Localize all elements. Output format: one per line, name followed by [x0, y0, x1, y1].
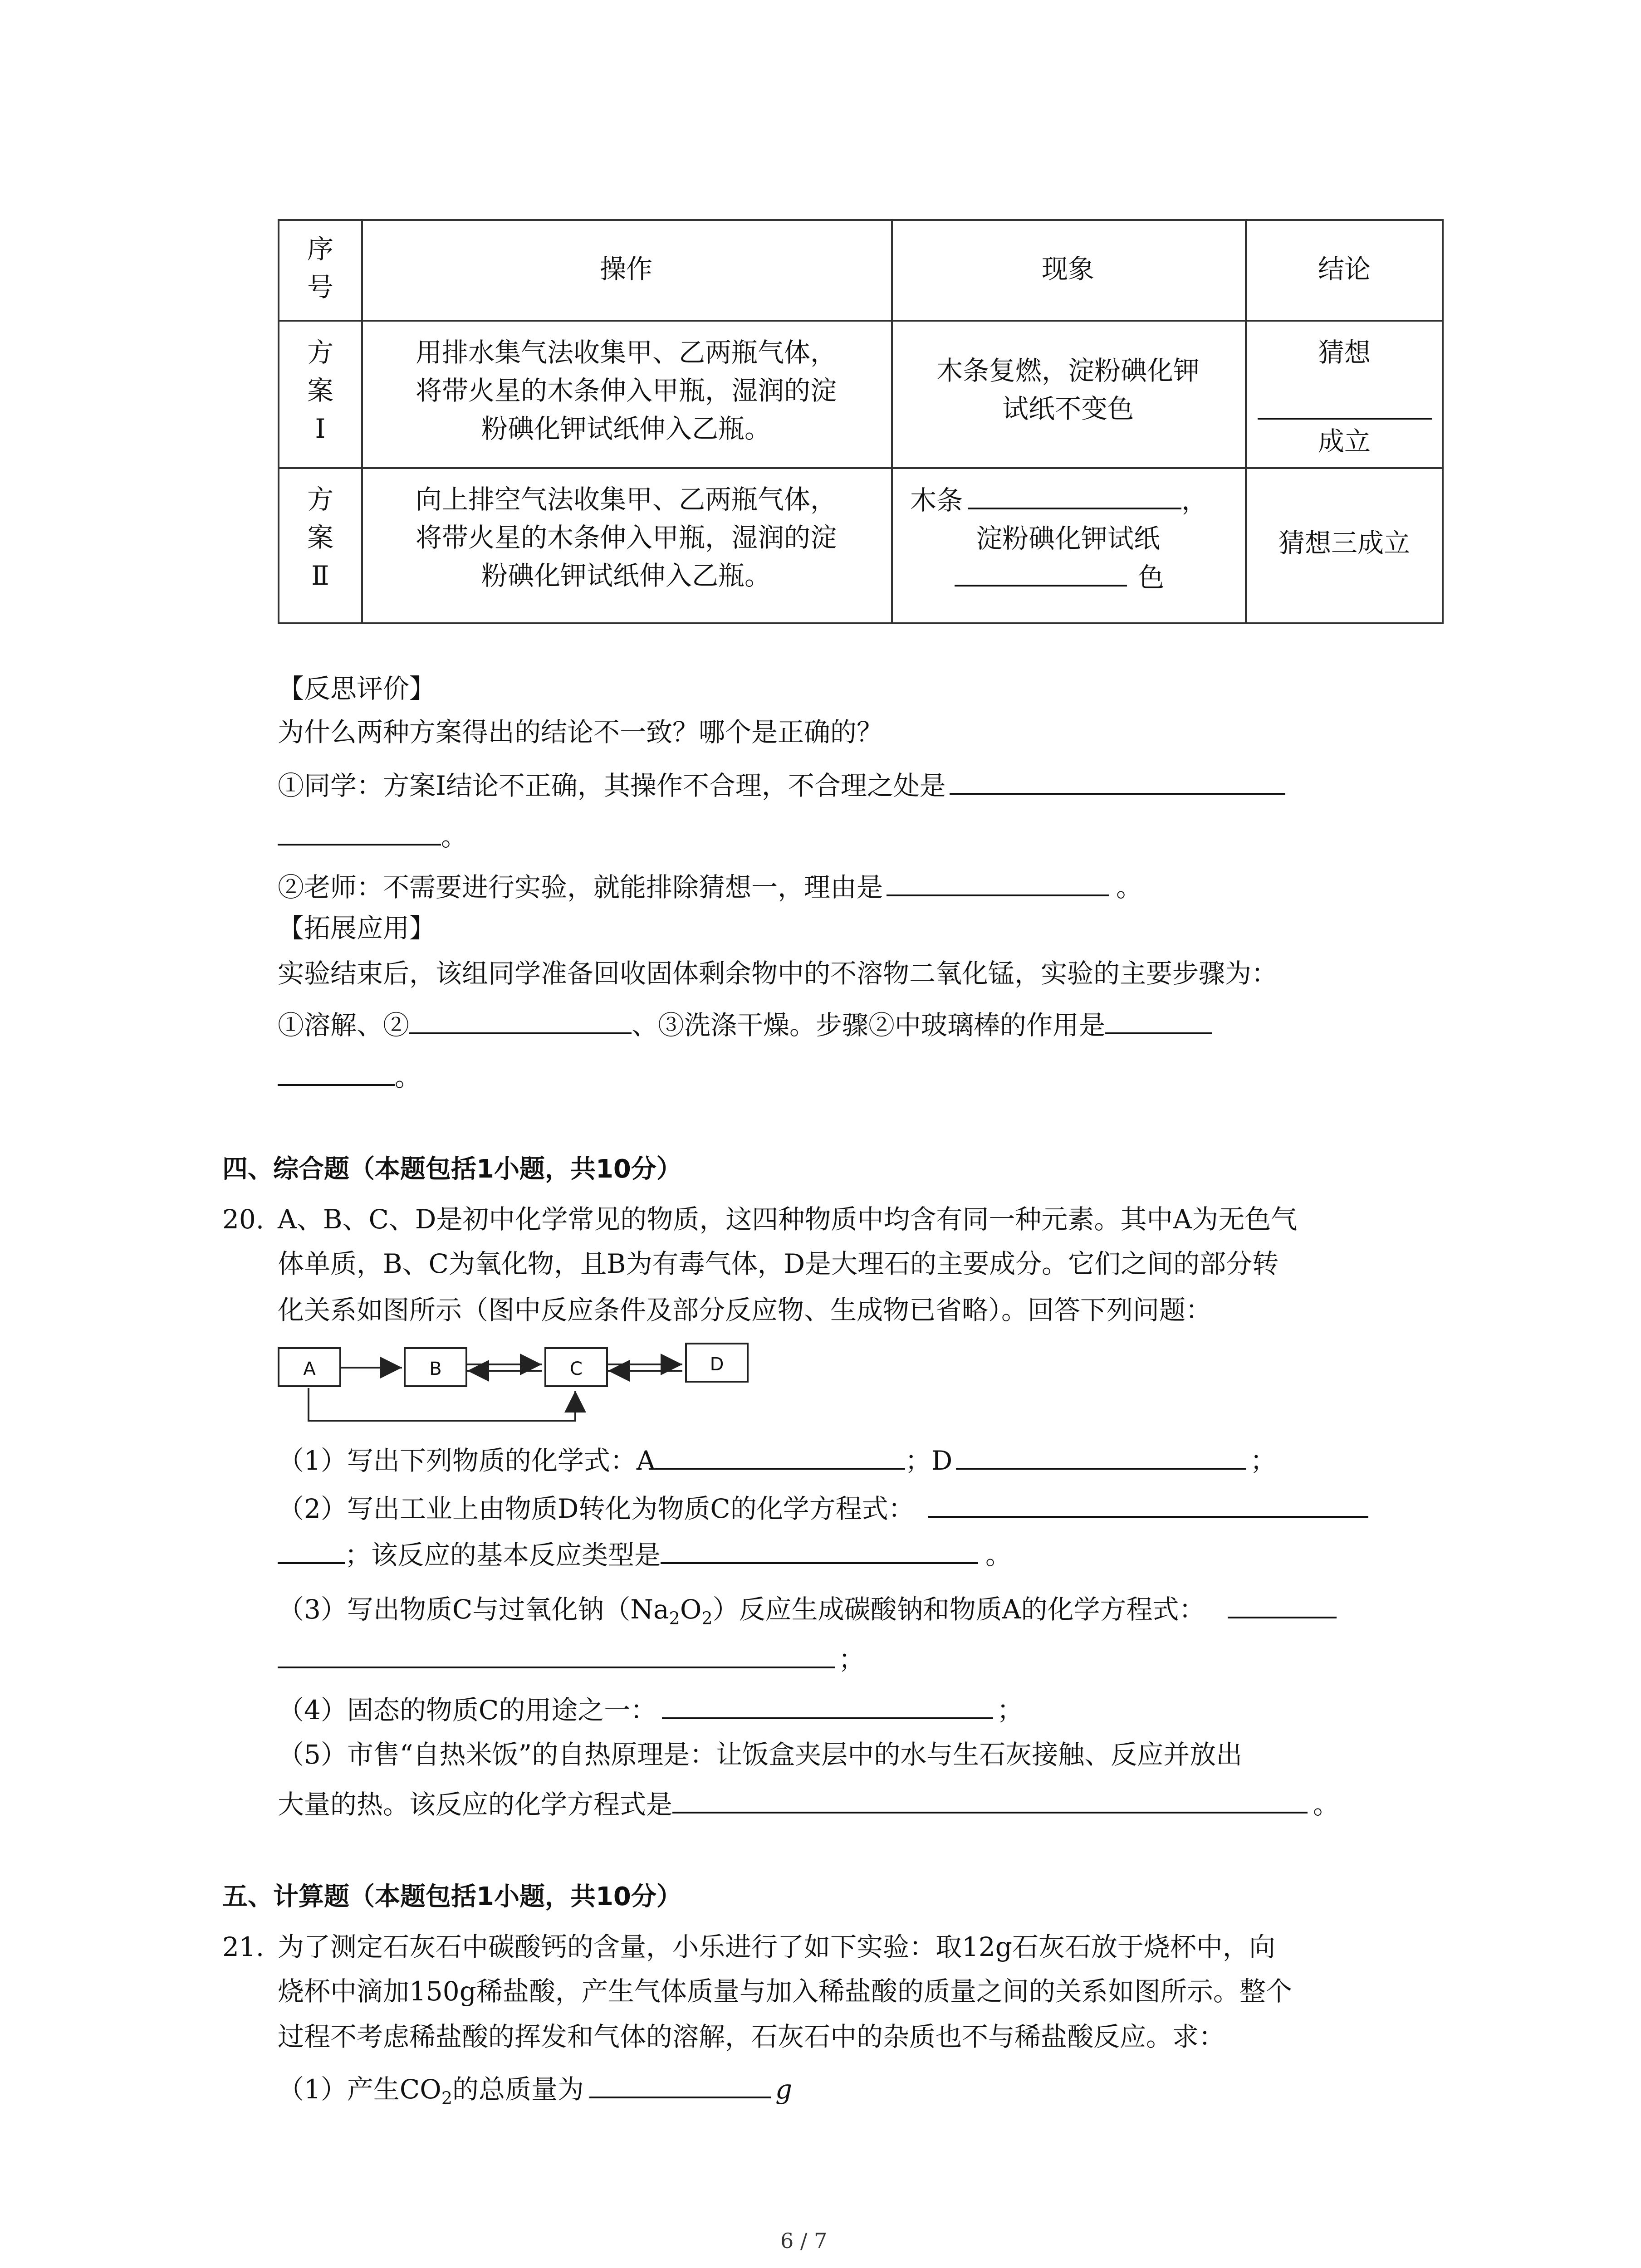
row2-phenomenon-blank1[interactable]	[968, 480, 1181, 509]
reflection-question: 为什么两种方案得出的结论不一致？哪个是正确的？	[278, 717, 883, 748]
page-number: 6 / 7	[780, 2229, 828, 2253]
q20-blank-equation-c-na2o2[interactable]	[1228, 1589, 1337, 1618]
extension-line3: 。	[278, 1057, 421, 1095]
section4-heading: 四、综合题（本题包括1小题，共10分）	[222, 1154, 682, 1184]
q21-blank-co2-mass[interactable]	[589, 2069, 771, 2098]
q20-blank-a[interactable]	[656, 1441, 905, 1470]
arrow-a-c	[309, 1388, 575, 1421]
reflection-blank1-cont[interactable]	[278, 816, 441, 846]
row1-phenomenon: 木条复燃，淀粉碘化钾 试纸不变色	[936, 355, 1200, 424]
header-seq: 序 号	[307, 234, 333, 303]
row1-conclusion-bottom: 成立	[1318, 426, 1371, 457]
q21-line1: 为了测定石灰石中碳酸钙的含量，小乐进行了如下实验：取12g石灰石放于烧杯中，向	[278, 1931, 1275, 1962]
q20-sub5-line2: 大量的热。该反应的化学方程式是 。	[278, 1784, 1339, 1823]
reflection-heading: 【反思评价】	[278, 673, 436, 704]
header-phenomenon: 现象	[1041, 254, 1094, 284]
q20-sub5-line1: （5）市售“自热米饭”的自热原理是：让饭盒夹层中的水与生石灰接触、反应并放出	[278, 1739, 1243, 1770]
row1-conclusion-blank	[1258, 418, 1432, 420]
q20-blank-lime-equation[interactable]	[672, 1784, 1308, 1813]
q20-blank-equation-d-c-cont[interactable]	[278, 1535, 345, 1564]
q20-sub1: （1）写出下列物质的化学式：A ；D ；	[278, 1441, 1276, 1479]
q21-line3: 过程不考虑稀盐酸的挥发和气体的溶解，石灰石中的杂质也不与稀盐酸反应。求：	[278, 2021, 1225, 2052]
reflection-item1-cont: 。	[278, 816, 467, 855]
q20-line1: A、B、C、D是初中化学常见的物质，这四种物质中均含有同一种元素。其中A为无色气	[278, 1204, 1298, 1235]
extension-blank2[interactable]	[1105, 1005, 1212, 1034]
reflection-blank1[interactable]	[950, 766, 1285, 795]
extension-blank2-cont[interactable]	[278, 1057, 395, 1086]
q20-sub4: （4）固态的物质C的用途之一： ；	[278, 1690, 1023, 1728]
q20-blank-d[interactable]	[956, 1441, 1246, 1470]
q20-sub3: （3）写出物质C与过氧化钠$(Na_2O_2)$反应生成碳酸钠和物质A的化学方程式：	[278, 1589, 1337, 1637]
row2-conclusion: 猜想三成立	[1278, 528, 1410, 558]
extension-line1: 实验结束后，该组同学准备回收固体剩余物中的不溶物二氧化锰，实验的主要步骤为：	[278, 958, 1278, 989]
node-b: B	[404, 1347, 467, 1387]
node-a: A	[278, 1347, 341, 1387]
extension-blank1[interactable]	[409, 1005, 632, 1034]
node-d: D	[685, 1343, 749, 1383]
q20-sub3-cont: ；	[278, 1639, 865, 1677]
header-operation: 操作	[599, 254, 652, 284]
row2-operation: 向上排空气法收集甲、乙两瓶气体， 将带火星的木条伸入甲瓶，湿润的淀 粉碘化钾试纸伸入乙瓶。	[415, 484, 837, 591]
node-c: C	[544, 1347, 608, 1387]
row1-seq: 方 案 Ⅰ	[307, 337, 333, 444]
q20-sub2: （2）写出工业上由物质D转化为物质C的化学方程式：	[278, 1489, 1368, 1527]
row1-conclusion-top: 猜想	[1318, 337, 1371, 368]
q20-line2: 体单质，B、C为氧化物，且B为有毒气体，D是大理石的主要成分。它们之间的部分转	[278, 1248, 1279, 1279]
reflection-blank2[interactable]	[887, 867, 1109, 896]
q21-line2: 烧杯中滴加150g稀盐酸，产生气体质量与加入稀盐酸的质量之间的关系如图所示。整个	[278, 1976, 1292, 2007]
reflection-item2: ②老师：不需要进行实验，就能排除猜想一，理由是 。	[278, 867, 1142, 905]
q20-blank-equation-c-na2o2-cont[interactable]	[278, 1639, 835, 1668]
q20-blank-equation-d-c[interactable]	[928, 1489, 1368, 1518]
q20-number: 20.	[222, 1204, 265, 1235]
row2-phenomenon: 木条 ， 淀粉碘化钾试纸 色	[891, 480, 1245, 596]
section5-heading: 五、计算题（本题包括1小题，共10分）	[222, 1882, 682, 1911]
q21-sub1: （1）产生$CO_2$的总质量为 g	[278, 2069, 792, 2116]
extension-heading: 【拓展应用】	[278, 913, 436, 943]
reflection-item1: ①同学：方案Ⅰ结论不正确，其操作不合理，不合理之处是	[278, 766, 1285, 804]
q20-blank-use[interactable]	[662, 1690, 993, 1719]
row2-seq: 方 案 Ⅱ	[307, 484, 333, 591]
row2-phenomenon-blank2[interactable]	[955, 557, 1127, 587]
q21-number: 21.	[222, 1931, 265, 1962]
q20-line3: 化关系如图所示（图中反应条件及部分反应物、生成物已省略）。回答下列问题：	[278, 1295, 1212, 1325]
header-conclusion: 结论	[1318, 254, 1371, 284]
row1-operation: 用排水集气法收集甲、乙两瓶气体， 将带火星的木条伸入甲瓶，湿润的淀 粉碘化钾试纸伸入乙瓶。	[415, 337, 837, 444]
q20-sub2-cont: ；该反应的基本反应类型是 。	[278, 1535, 1012, 1573]
q20-blank-reaction-type[interactable]	[661, 1535, 978, 1564]
experiment-table	[278, 219, 1444, 624]
extension-line2: ①溶解、② 、③洗涤干燥。步骤②中玻璃棒的作用是	[278, 1005, 1212, 1043]
